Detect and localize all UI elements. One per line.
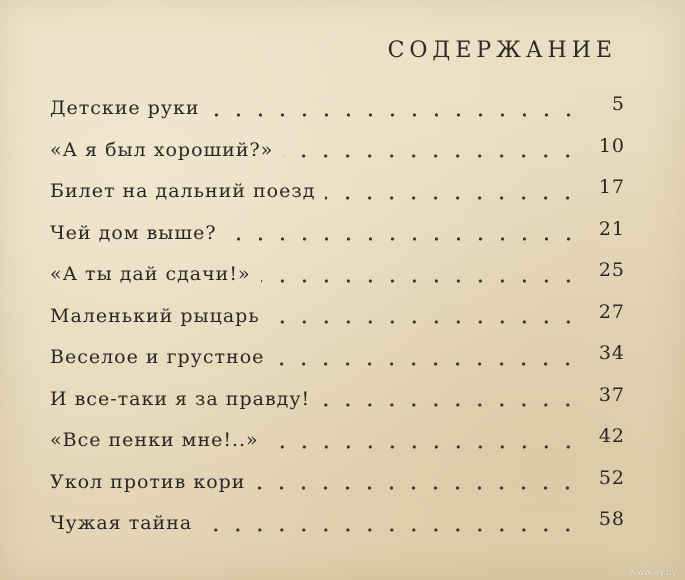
toc-entry-title: Детские руки — [50, 97, 200, 120]
toc-entry — [50, 420, 625, 462]
dot-leader — [227, 234, 579, 244]
contents-heading: СОДЕРЖАНИЕ — [387, 38, 617, 63]
toc-entry — [50, 130, 625, 172]
dot-leader — [270, 317, 579, 327]
toc-entry-page: 10 — [598, 134, 625, 157]
toc-entry-title: Маленький рыцарь — [50, 304, 260, 327]
dot-leader — [269, 442, 579, 452]
dot-leader — [210, 110, 579, 120]
watermark-text: www.ay.by — [629, 568, 677, 578]
toc-entry-page: 25 — [598, 259, 625, 282]
toc-entry — [50, 296, 625, 338]
toc-entry — [50, 379, 625, 421]
toc-entry — [50, 254, 625, 296]
toc-entry-title: Билет на дальний поезд — [50, 180, 316, 203]
toc-entry-title: Чей дом выше? — [50, 221, 217, 244]
toc-entry-page: 27 — [598, 300, 625, 323]
toc-entry-title: Чужая тайна — [50, 512, 193, 535]
toc-entry-page: 17 — [598, 176, 625, 199]
toc-entry-page: 58 — [598, 508, 625, 531]
dot-leader — [274, 359, 579, 369]
toc-entry-title: Укол против кори — [50, 470, 246, 493]
toc-entry — [50, 462, 625, 504]
dot-leader — [202, 525, 579, 535]
toc-entry-page: 37 — [598, 383, 625, 406]
toc-entry-page: 34 — [598, 342, 625, 365]
toc-entry — [50, 213, 625, 255]
dot-leader — [255, 483, 579, 493]
toc-entry-title: И все-таки я за правду! — [50, 387, 311, 410]
toc-entry-page: 52 — [598, 466, 625, 489]
dot-leader — [325, 193, 579, 203]
toc-entry — [50, 171, 625, 213]
toc-entry-page: 21 — [598, 217, 625, 240]
dot-leader — [261, 276, 579, 286]
toc-entry-page: 5 — [611, 93, 625, 116]
toc-entry — [50, 503, 625, 545]
table-of-contents — [50, 88, 625, 545]
dot-leader — [283, 151, 579, 161]
toc-entry-title: Веселое и грустное — [50, 346, 265, 369]
dot-leader — [320, 400, 579, 410]
toc-entry-title: «Все пенки мне!..» — [50, 429, 259, 452]
toc-entry — [50, 337, 625, 379]
toc-entry-title: «А ты дай сдачи!» — [50, 263, 251, 286]
toc-entry-page: 42 — [598, 425, 625, 448]
toc-entry-title: «А я был хороший?» — [50, 138, 274, 161]
toc-entry — [50, 88, 625, 130]
